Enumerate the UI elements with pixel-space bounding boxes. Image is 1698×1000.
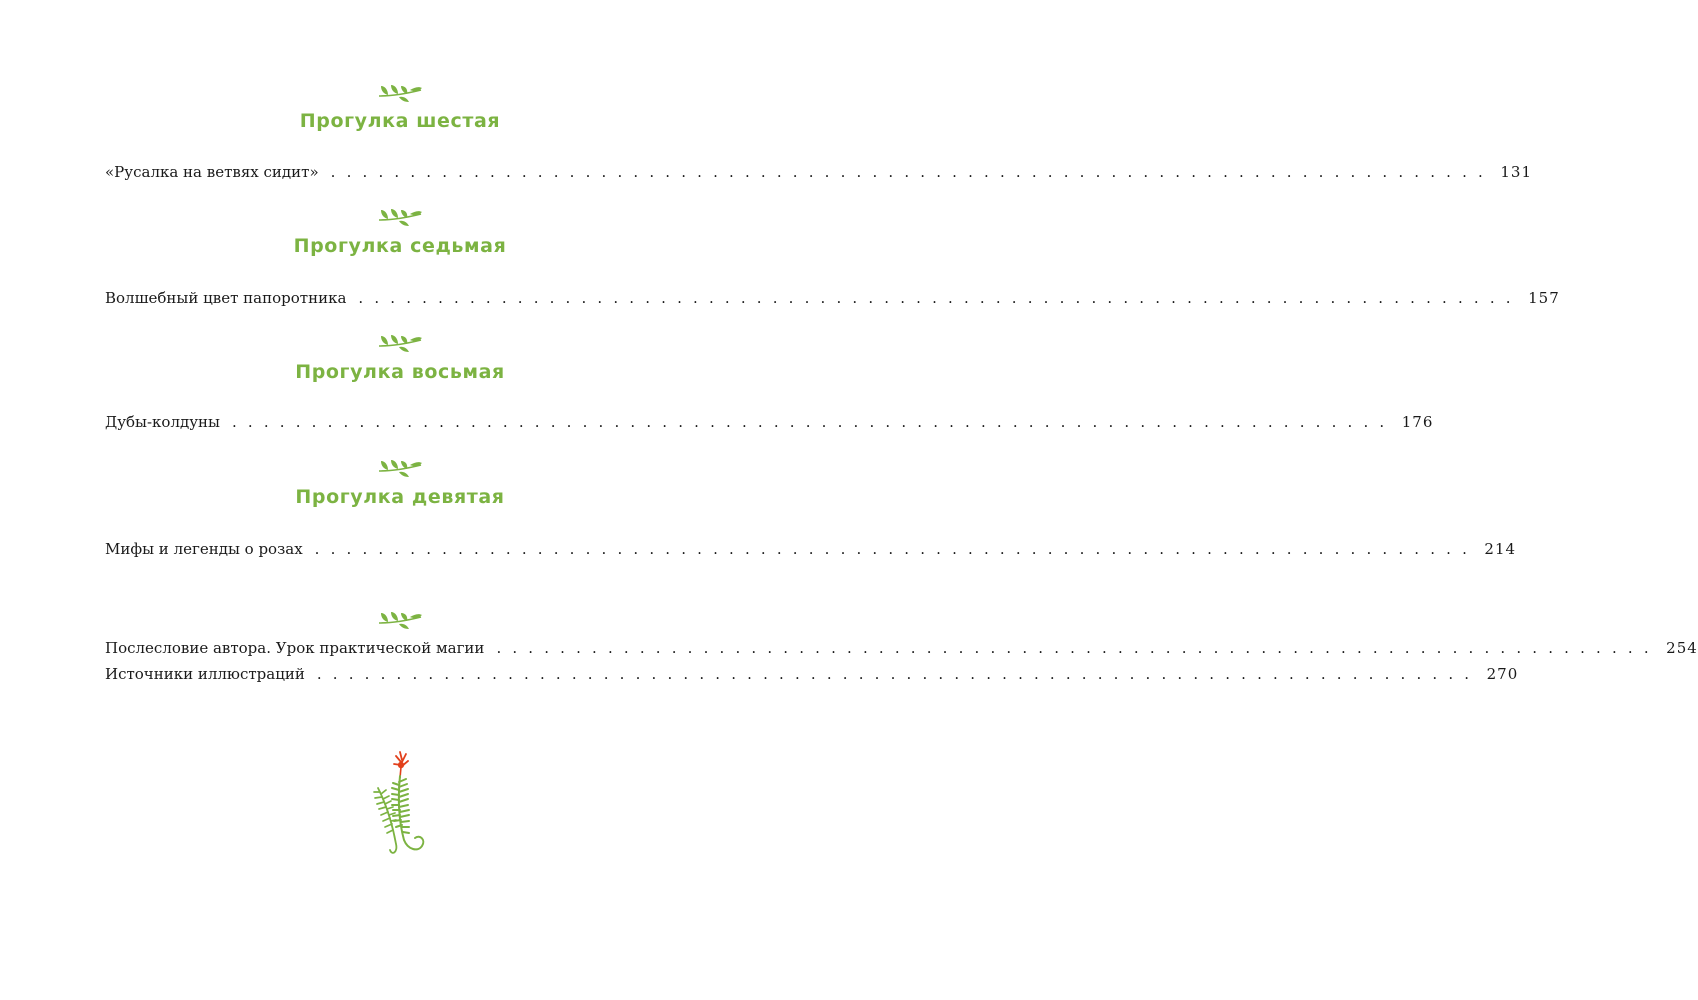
leaf-sprig-icon xyxy=(377,206,423,228)
toc-page-number: 131 xyxy=(1500,163,1533,181)
toc-entry[interactable] xyxy=(105,162,1533,182)
section-title: Прогулка седьмая xyxy=(293,235,507,257)
toc-entry[interactable] xyxy=(105,664,1519,684)
dot-leader: . . . . . . . . . . . . . . . . . . . . . . . . . . . . . . . . . . . . . . . . . . . . . . . . . . . . . . . . . . . . . . . . . . . . . . . . . xyxy=(358,289,1514,307)
leaf-sprig-icon xyxy=(377,332,423,354)
toc-page-number: 176 xyxy=(1401,413,1434,431)
dot-leader: . . . . . . . . . . . . . . . . . . . . . . . . . . . . . . . . . . . . . . . . . . . . . . . . . . . . . . . . . . . . . . . . . . . . . . . . . xyxy=(232,413,1388,431)
toc-page-number: 254 xyxy=(1666,639,1698,657)
section-title: Прогулка восьмая xyxy=(295,361,505,383)
section-title: Прогулка девятая xyxy=(295,486,505,508)
toc-page-number: 157 xyxy=(1528,289,1560,307)
section-title: Прогулка шестая xyxy=(299,110,501,132)
leaf-sprig-icon xyxy=(377,609,423,631)
leaf-sprig-icon xyxy=(377,457,423,479)
dot-leader: . . . . . . . . . . . . . . . . . . . . . . . . . . . . . . . . . . . . . . . . . . . . . . . . . . . . . . . . . . . . . . . . . . . . . . . . . xyxy=(330,163,1487,181)
toc-entry-label: Мифы и легенды о розах xyxy=(105,540,303,558)
toc-entry-label: Послесловие автора. Урок практической магии xyxy=(105,639,485,657)
toc-entry-label: Дубы-колдуны xyxy=(105,413,220,431)
fern-illustration-icon xyxy=(368,748,432,860)
toc-entry[interactable] xyxy=(105,412,1434,432)
toc-entry[interactable] xyxy=(105,539,1517,559)
toc-entry-label: Источники иллюстраций xyxy=(105,665,305,683)
leaf-sprig-icon xyxy=(377,82,423,104)
toc-entry[interactable] xyxy=(105,638,1698,658)
toc-page-number: 270 xyxy=(1486,665,1519,683)
toc-entry-label: «Русалка на ветвях сидит» xyxy=(105,163,319,181)
toc-entry-label: Волшебный цвет папоротника xyxy=(105,289,347,307)
dot-leader: . . . . . . . . . . . . . . . . . . . . . . . . . . . . . . . . . . . . . . . . . . . . . . . . . . . . . . . . . . . . . . . . . . . . . . . . . xyxy=(496,639,1652,657)
dot-leader: . . . . . . . . . . . . . . . . . . . . . . . . . . . . . . . . . . . . . . . . . . . . . . . . . . . . . . . . . . . . . . . . . . . . . . . . . xyxy=(314,540,1471,558)
dot-leader: . . . . . . . . . . . . . . . . . . . . . . . . . . . . . . . . . . . . . . . . . . . . . . . . . . . . . . . . . . . . . . . . . . . . . . . . . xyxy=(316,665,1473,683)
toc-entry[interactable] xyxy=(105,288,1560,308)
toc-page-number: 214 xyxy=(1484,540,1517,558)
